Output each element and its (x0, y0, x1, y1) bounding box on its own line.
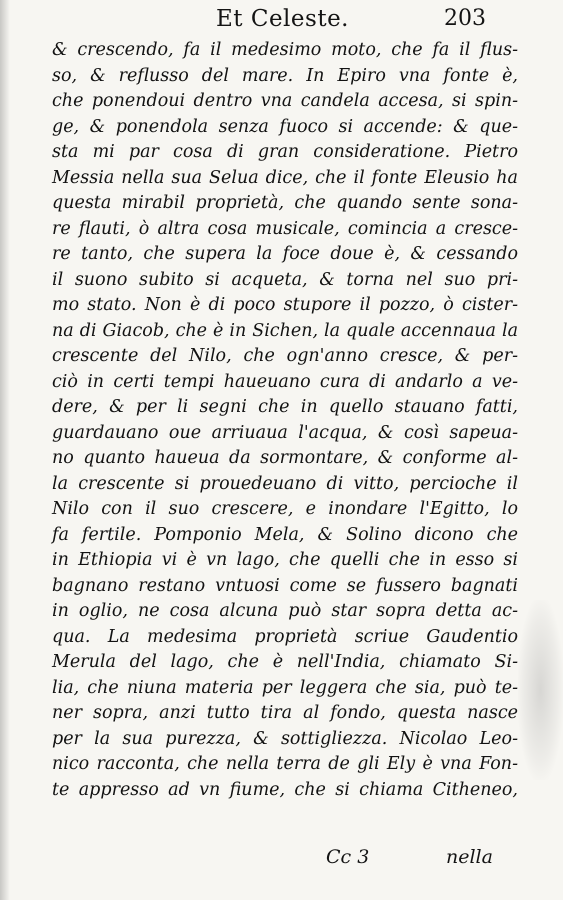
text-line: sta mi par cosa di gran consideratione. Pietro (52, 142, 518, 162)
text-line: ner sopra, anzi tutto tira al fondo, questa nasce (52, 703, 518, 723)
text-line: re flauti, ò altra cosa musicale, comincia a cresce- (52, 218, 518, 239)
text-line: re tanto, che supera la foce doue è, & cessando (52, 244, 518, 264)
text-line: fa fertile. Pomponio Mela, & Solino dicono che (52, 524, 518, 545)
text-line: bagnano restano vntuosi come se fussero bagnati (52, 575, 518, 596)
text-line: Nilo con il suo crescere, e inondare l'Egitto, lo (52, 499, 518, 519)
text-line: ge, & ponendola senza fuoco si accende: & que- (52, 116, 518, 137)
paper-stain (518, 600, 563, 780)
text-line: che ponendoui dentro vna candela accesa, si spin- (52, 91, 518, 111)
text-line: per la sua purezza, & sottigliezza. Nicolao Leo- (52, 728, 518, 749)
gutter-shadow (0, 0, 10, 900)
page-header (0, 4, 563, 34)
page-number: 203 (444, 6, 486, 31)
text-line: questa mirabil proprietà, che quando sente sona- (52, 193, 518, 213)
body-text (52, 38, 522, 803)
running-title: Et Celeste. (216, 6, 349, 32)
text-line: qua. La medesima proprietà scriue Gaudentio (52, 626, 518, 647)
text-line: ciò in certi tempi haueuano cura di andarlo a ve- (52, 371, 518, 392)
text-line: in oglio, ne cosa alcuna può star sopra detta ac- (52, 601, 518, 621)
text-line: lia, che niuna materia per leggera che sia, può te- (52, 677, 518, 698)
text-line: na di Giacob, che è in Sichen, la quale accennaua la (52, 320, 518, 341)
text-line: Merula del lago, che è nell'India, chiamato Si- (52, 652, 518, 672)
text-line: mo stato. Non è di poco stupore il pozzo, ò cister- (52, 295, 518, 315)
text-line: te appresso ad vn fiume, che si chiama Citheneo, (52, 779, 518, 800)
page-footer (0, 846, 563, 876)
signature-mark: Cc 3 (326, 846, 370, 868)
text-line: no quanto haueua da sormontare, & conforme al- (52, 448, 518, 468)
text-line: crescente del Nilo, che ogn'anno cresce, & per- (52, 346, 518, 366)
text-line: il suono subito si acqueta, & torna nel suo pri- (52, 269, 518, 290)
text-line: nico racconta, che nella terra de gli Ely è vna Fon- (52, 754, 518, 774)
text-line: Messia nella sua Selua dice, che il fonte Eleusio ha (52, 167, 518, 188)
text-line: so, & reflusso del mare. In Epiro vna fonte è, (52, 65, 518, 86)
text-line: dere, & per li segni che in quello stauano fatti, (52, 397, 518, 417)
text-line: la crescente si prouedeuano di vitto, percioche il (52, 473, 518, 494)
text-line: guardauano oue arriuaua l'acqua, & così sapeua- (52, 422, 518, 443)
catchword: nella (446, 846, 493, 868)
text-line: in Ethiopia vi è vn lago, che quelli che in esso si (52, 550, 518, 570)
text-line: & crescendo, fa il medesimo moto, che fa il flus- (52, 40, 518, 60)
